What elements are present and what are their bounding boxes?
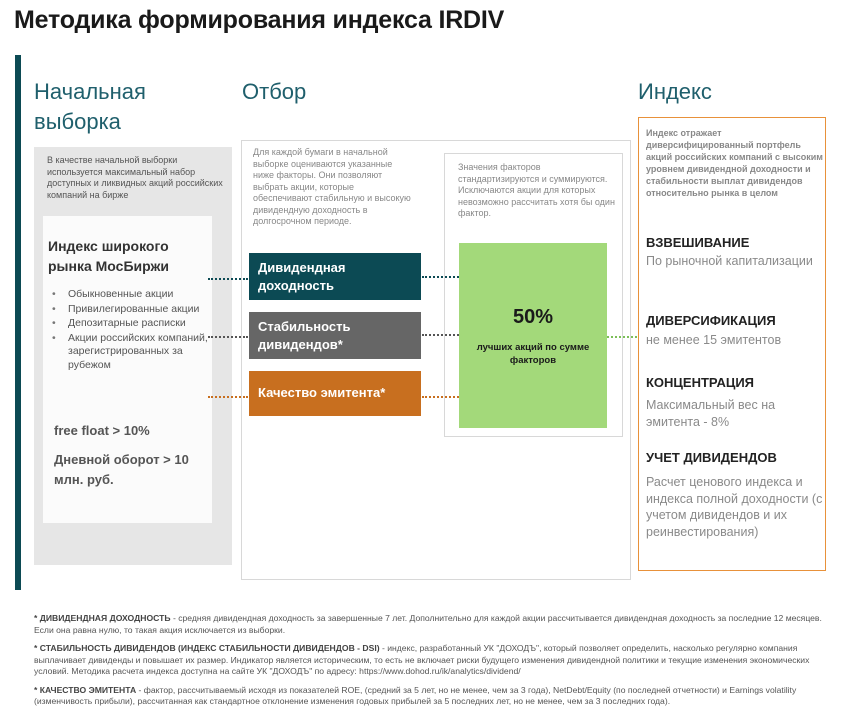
footnote-term: * ДИВИДЕНДНАЯ ДОХОДНОСТЬ [34, 613, 171, 623]
footnote-dividend-stability [34, 643, 824, 678]
free-float-criterion: free float > 10% [54, 423, 150, 438]
index-concentration-text: Максимальный вес на эмитента - 8% [646, 398, 776, 429]
footnote-issuer-quality [34, 685, 824, 708]
index-diversification-heading: ДИВЕРСИФИКАЦИЯ [646, 313, 776, 328]
index-dividends-heading: УЧЕТ ДИВИДЕНДОВ [646, 450, 777, 465]
factor-dividend-yield: Дивидендная доходность [249, 253, 421, 300]
footnote-dividend-yield [34, 613, 824, 636]
index-weighting-text: По рыночной капитализации [646, 254, 813, 268]
start-bullet-list [52, 288, 212, 373]
bullet-item: • Акции российских компаний, зарегистрированных за рубежом [52, 332, 212, 373]
factor-issuer-quality: Качество эмитента* [249, 371, 421, 416]
connector-dividend-left [208, 278, 248, 280]
footnote-text: - средняя дивидендная доходность за завершенные 7 лет. Дополнительно для каждой акции рассчитывается дивидендная доходность за последние 12 месяцев. Если она равна нулю, то такая акция исключается из выборки. [34, 613, 822, 635]
connector-stability-right [422, 334, 459, 336]
footnote-text: - индекс, разработанный УК "ДОХОДЪ", который позволяет определить, насколько регулярно компания выплачивает дивиденды и повышает их размер. Индикатор является историческим, то есть не включает риски будущего изменения дивидендной политики и текущие изменения экономических условий. Методика расчета индекса доступна на сайте УК "ДОХОДЪ" по адресу: https://www.dohod.ru/ik/analytics/dividend/ [34, 643, 810, 676]
result-percent: 50% [512, 306, 554, 328]
scoring-intro: Значения факторов стандартизируются и суммируются. Исключаются акции для которых невозможно рассчитать хотя бы один фактор. [458, 162, 615, 218]
factor-dividend-stability: Стабильность дивидендов* [249, 312, 421, 359]
connector-quality-right [422, 396, 459, 398]
index-dividends-text: Расчет ценового индекса и индекса полной доходности (с учетом дивидендов и их реинвестирования) [646, 475, 823, 539]
bullet-item: • Привилегированные акции [52, 303, 212, 317]
connector-dividend-right [422, 276, 459, 278]
turnover-criterion: Дневной оборот > 10 млн. руб. [54, 452, 189, 487]
footnote-text: - фактор, рассчитываемый исходя из показателей ROE, (средний за 5 лет, но не менее, чем за 3 года), NetDebt/Equity (по последней отчетности) и Earnings volatility (изменчивость прибыли), рассчитанная как стандартное отклонение изменения годовых прибылей за 5 последних лет, но не менее, чем за 3 последних года). [34, 684, 797, 706]
index-diversification-text: не менее 15 эмитентов [646, 333, 782, 347]
bullet-item: • Депозитарные расписки [52, 317, 212, 331]
index-weighting-heading: ВЗВЕШИВАНИЕ [646, 235, 750, 250]
left-accent-bar [15, 55, 21, 590]
connector-quality-left [208, 396, 248, 398]
index-concentration-heading: КОНЦЕНТРАЦИЯ [646, 375, 755, 390]
page-title: Методика формирования индекса IRDIV [14, 6, 505, 34]
column-heading-index: Индекс [638, 79, 712, 104]
column-heading-start: Начальная выборка [34, 79, 146, 134]
result-caption: лучших акций по сумме факторов [476, 342, 590, 366]
footnote-term: * СТАБИЛЬНОСТЬ ДИВИДЕНДОВ (ИНДЕКС СТАБИЛЬНОСТИ ДИВИДЕНДОВ - DSI) [34, 643, 380, 653]
result-box [459, 243, 607, 428]
column-heading-select: Отбор [242, 79, 307, 104]
bullet-item: • Обыкновенные акции [52, 288, 212, 302]
start-intro: В качестве начальной выборки используется максимальный набор доступных и ликвидных акций российских компаний на бирже [47, 155, 223, 200]
footnote-term: * КАЧЕСТВО ЭМИТЕНТА [34, 684, 137, 695]
start-card-title: Индекс широкого рынка МосБиржи [48, 238, 170, 274]
index-intro: Индекс отражает диверсифицированный портфель акций российских компаний с высоким уровнем дивидендной доходности и стабильности выплат дивидендов относительно рынка в целом [646, 128, 823, 198]
connector-stability-left [208, 336, 248, 338]
selection-intro: Для каждой бумаги в начальной выборке оцениваются указанные ниже факторы. Они позволяют выбрать акции, которые обеспечивают стабильную и высокую дивидендную доходность в долгосрочном периоде. [253, 147, 411, 226]
footnotes [34, 613, 824, 715]
